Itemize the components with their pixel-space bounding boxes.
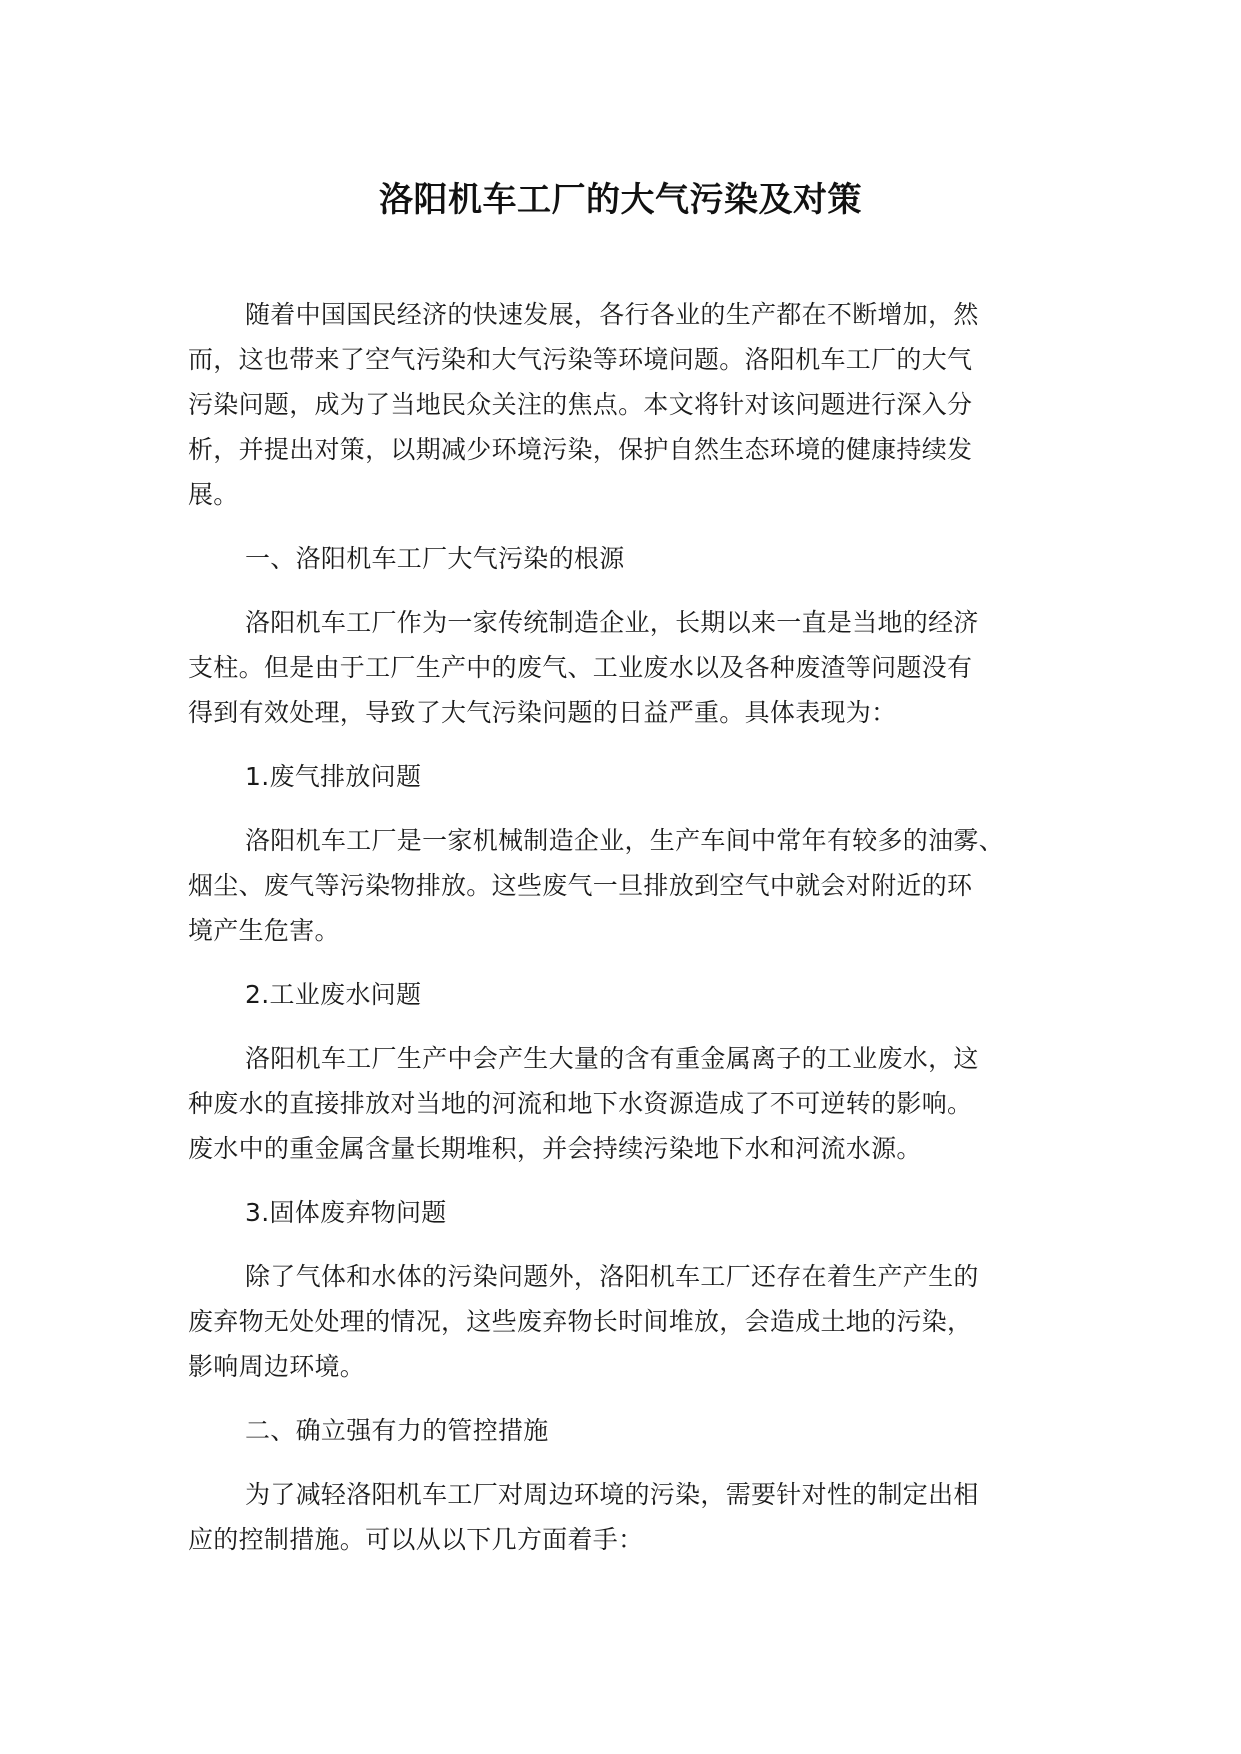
document-title: 洛阳机车工厂的大气污染及对策 [379,180,862,220]
paragraph-section-1: 洛阳机车工厂作为一家传统制造企业，长期以来一直是当地的经济 支柱。但是由于工厂生产中的废气、工业废水以及各种废渣等问题没有 得到有效处理，导致了大气污染问题的日益严重。具体表现为： [188,608,979,727]
document-body [188,292,1048,1581]
subheading-exhaust: 1.废气排放问题 [245,762,422,791]
paragraph-exhaust: 洛阳机车工厂是一家机械制造企业，生产车间中常年有较多的油雾、 烟尘、废气等污染物排放。这些废气一旦排放到空气中就会对附近的环 境产生危害。 [188,826,1005,945]
paragraph-intro: 随着中国国民经济的快速发展，各行各业的生产都在不断增加，然 而，这也带来了空气污染和大气污染等环境问题。洛阳机车工厂的大气 污染问题，成为了当地民众关注的焦点。本文将针对该问题进行深入分 析，并提出对策，以期减少环境污染，保护自然生态环境的健康持续发 展。 [188,300,979,509]
subheading-wastewater: 2.工业废水问题 [245,980,422,1009]
paragraph-section-2: 为了减轻洛阳机车工厂对周边环境的污染，需要针对性的制定出相 应的控制措施。可以从以下几方面着手： [188,1480,979,1554]
section-heading-1: 一、洛阳机车工厂大气污染的根源 [245,544,625,573]
subheading-solid-waste: 3.固体废弃物问题 [245,1198,447,1227]
paragraph-wastewater: 洛阳机车工厂生产中会产生大量的含有重金属离子的工业废水，这 种废水的直接排放对当地的河流和地下水资源造成了不可逆转的影响。 废水中的重金属含量长期堆积，并会持续污染地下水和河流水源。 [188,1044,979,1163]
section-heading-2: 二、确立强有力的管控措施 [245,1416,549,1445]
paragraph-solid-waste: 除了气体和水体的污染问题外，洛阳机车工厂还存在着生产产生的 废弃物无处处理的情况，这些废弃物长时间堆放，会造成土地的污染， 影响周边环境。 [188,1262,979,1381]
